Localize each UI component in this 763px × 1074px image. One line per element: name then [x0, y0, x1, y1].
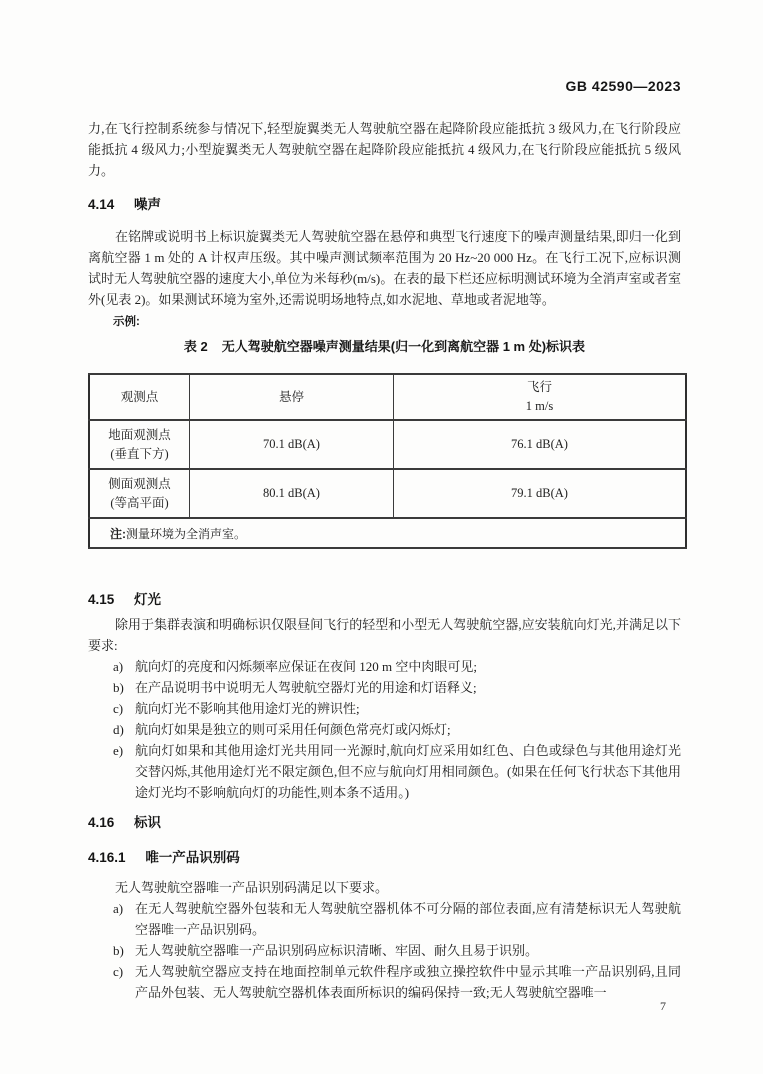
list-item	[88, 698, 681, 719]
section-number: 4.16.1	[88, 850, 126, 865]
list-item	[88, 940, 681, 961]
list-item	[88, 898, 681, 940]
point-qualifier: (等高平面)	[110, 495, 169, 510]
section-title: 标识	[134, 815, 162, 830]
section-title: 灯光	[134, 592, 162, 607]
table-header-row	[89, 374, 686, 420]
note-text: 测量环境为全消声室。	[126, 526, 247, 541]
section-number: 4.15	[88, 592, 115, 607]
point-qualifier: (垂直下方)	[110, 446, 169, 461]
point-name: 地面观测点	[108, 427, 171, 442]
header-flight-line2: 1 m/s	[525, 399, 554, 413]
list-item	[88, 740, 681, 803]
table-caption	[88, 338, 681, 356]
list-item	[88, 719, 681, 740]
table-note-cell	[89, 518, 686, 548]
header-flight-line1: 飞行	[526, 380, 552, 394]
lights-requirement-list	[88, 656, 681, 803]
item-text: 航向灯光不影响其他用途灯光的辨识性;	[135, 701, 360, 716]
section-title: 唯一产品识别码	[145, 850, 240, 865]
item-text: 在无人驾驶航空器外包装和无人驾驶航空器机体不可分隔的部位表面,应有清楚标识无人驾驶航空器唯一产品识别码。	[135, 901, 681, 937]
header-hover: 悬停	[190, 374, 394, 420]
table-row	[89, 469, 686, 518]
lights-paragraph: 除用于集群表演和明确标识仅限昼间飞行的轻型和小型无人驾驶航空器,应安装航向灯光,并满足以下要求:	[88, 617, 681, 653]
cell-flight-value: 76.1 dB(A)	[394, 420, 687, 469]
table-row	[89, 420, 686, 469]
table-note-row	[89, 518, 686, 548]
section-heading-4-15	[88, 591, 681, 609]
item-marker: c)	[113, 964, 124, 979]
section-heading-4-16-1	[88, 849, 681, 867]
point-name: 侧面观测点	[108, 476, 171, 491]
item-text: 航向灯的亮度和闪烁频率应保证在夜间 120 m 空中肉眼可见;	[135, 659, 477, 674]
list-item	[88, 677, 681, 698]
table-title-text: 无人驾驶航空器噪声测量结果(归一化到离航空器 1 m 处)标识表	[221, 339, 586, 354]
example-label: 示例:	[113, 316, 140, 328]
header-observation-point: 观测点	[89, 374, 190, 420]
cell-hover-value: 80.1 dB(A)	[190, 469, 394, 518]
item-text: 无人驾驶航空器唯一产品识别码应标识清晰、牢固、耐久且易于识别。	[135, 943, 539, 958]
page-content	[88, 78, 681, 1003]
item-marker: b)	[113, 680, 124, 695]
cell-observation-point	[89, 420, 190, 469]
item-marker: b)	[113, 943, 124, 958]
section-heading-4-14	[88, 196, 681, 214]
cell-observation-point	[89, 469, 190, 518]
noise-measurement-table	[88, 373, 687, 549]
standard-number: GB 42590—2023	[565, 78, 681, 94]
noise-paragraph: 在铭牌或说明书上标识旋翼类无人驾驶航空器在悬停和典型飞行速度下的噪声测量结果,即归一化到离航空器 1 m 处的 A 计权声压级。其中噪声测试频率范围为 20 Hz~20 000 Hz。在飞行工况下,应标识测试时无人驾驶航空器的速度大小,单位为米每秒(m/s)。在表的最下栏还应标明测试环境为全消声室或者室外(见表 2)。如果测试环境为室外,还需说明场地特点,如水泥地、草地或者泥地等。	[88, 229, 681, 307]
item-text: 航向灯如果和其他用途灯光共用同一光源时,航向灯应采用如红色、白色或绿色与其他用途灯光交替闪烁,其他用途灯光不限定颜色,但不应与航向灯用相同颜色。(如果在任何飞行状态下其他用途灯光均不影响航向灯的功能性,则本条不适用。)	[135, 743, 681, 800]
section-title: 噪声	[134, 197, 162, 212]
cell-flight-value: 79.1 dB(A)	[394, 469, 687, 518]
page-number: 7	[660, 999, 666, 1013]
header-flight	[394, 374, 687, 420]
item-text: 航向灯如果是独立的则可采用任何颜色常亮灯或闪烁灯;	[135, 722, 451, 737]
uid-paragraph: 无人驾驶航空器唯一产品识别码满足以下要求。	[115, 880, 389, 895]
item-text: 无人驾驶航空器应支持在地面控制单元软件程序或独立操控软件中显示其唯一产品识别码,且同产品外包装、无人驾驶航空器机体表面所标识的编码保持一致;无人驾驶航空器唯一	[135, 964, 681, 1000]
list-item	[88, 656, 681, 677]
item-marker: a)	[113, 659, 124, 674]
table-label: 表 2	[183, 339, 208, 354]
item-marker: e)	[113, 743, 124, 758]
cell-hover-value: 70.1 dB(A)	[190, 420, 394, 469]
note-label: 注:	[110, 526, 126, 541]
item-marker: a)	[113, 901, 124, 916]
item-marker: c)	[113, 701, 124, 716]
section-heading-4-16	[88, 814, 681, 832]
item-text: 在产品说明书中说明无人驾驶航空器灯光的用途和灯语释义;	[135, 680, 477, 695]
section-number: 4.14	[88, 197, 115, 212]
list-item	[88, 961, 681, 1003]
intro-continuation-paragraph: 力,在飞行控制系统参与情况下,轻型旋翼类无人驾驶航空器在起降阶段应能抵抗 3 级风力,在飞行阶段应能抵抗 4 级风力;小型旋翼类无人驾驶航空器在起降阶段应能抵抗 4 级风力,在飞行阶段应能抵抗 5 级风力。	[88, 121, 681, 178]
section-number: 4.16	[88, 815, 115, 830]
item-marker: d)	[113, 722, 124, 737]
uid-requirement-list	[88, 898, 681, 1003]
